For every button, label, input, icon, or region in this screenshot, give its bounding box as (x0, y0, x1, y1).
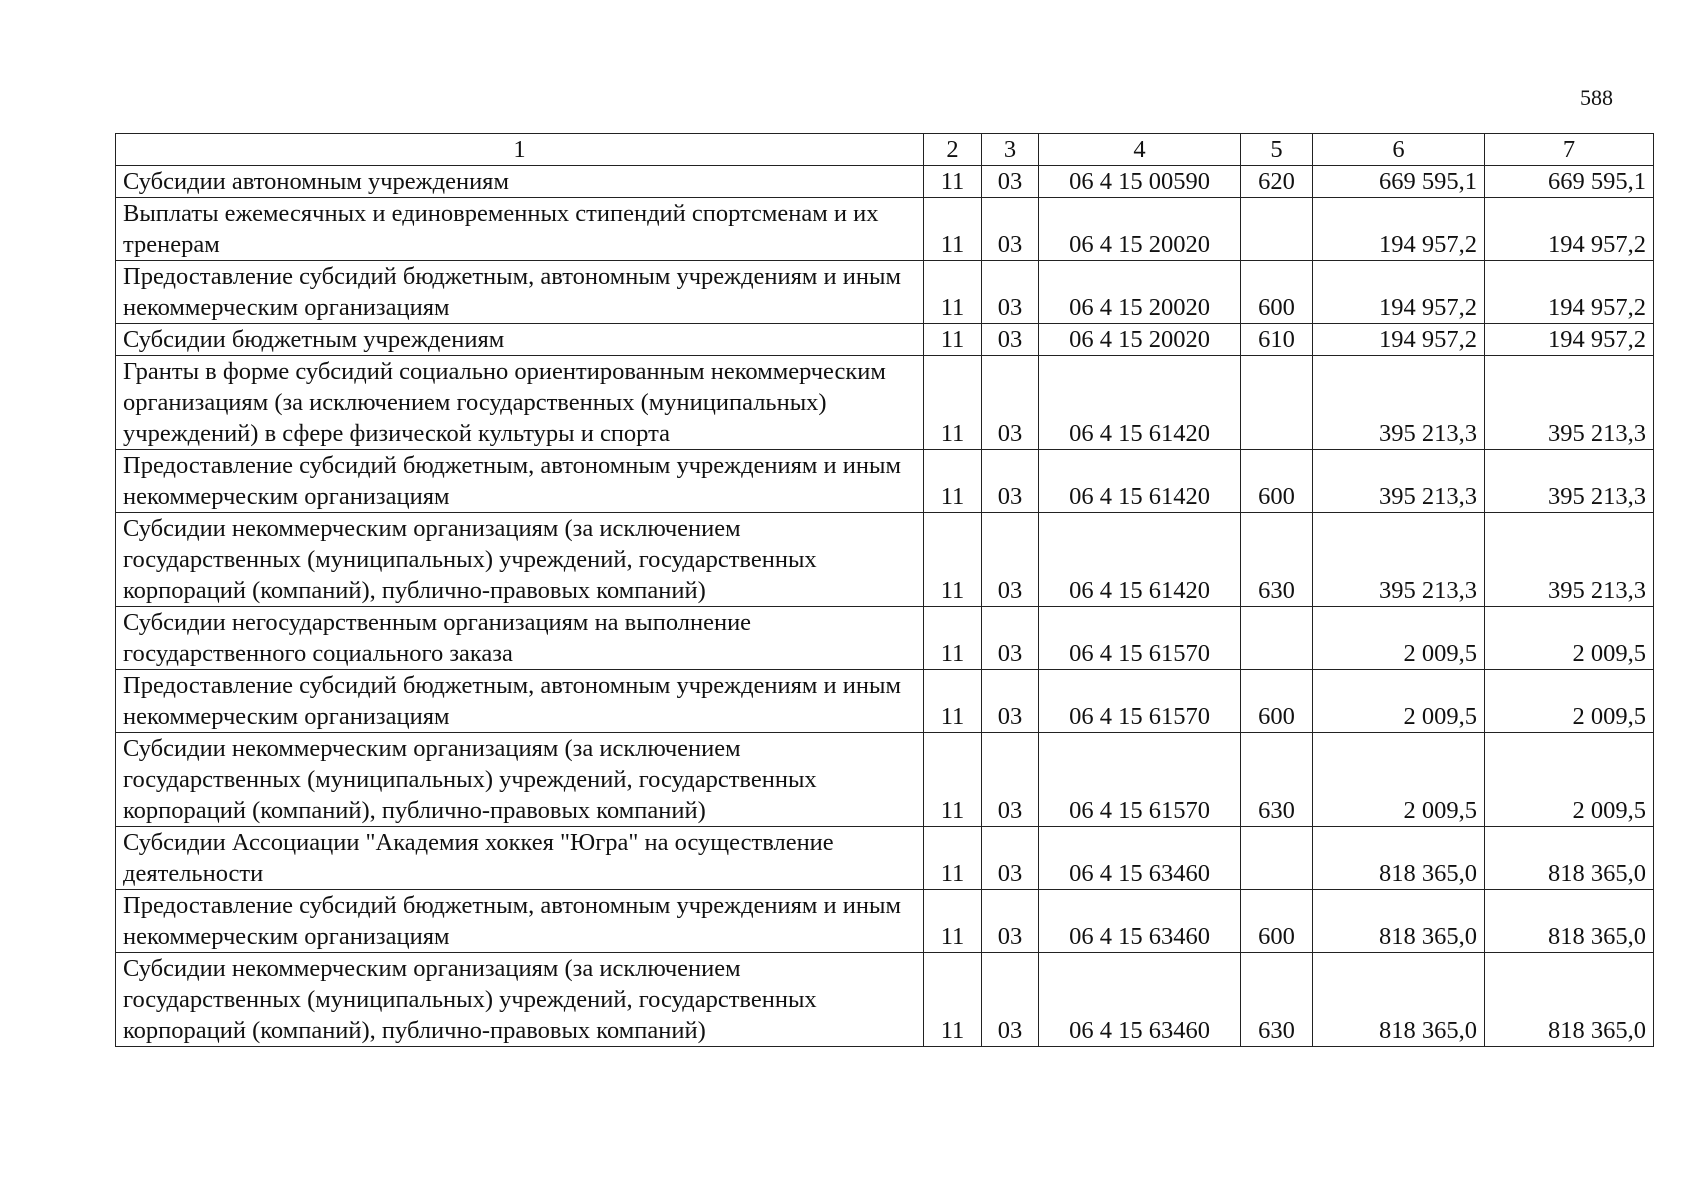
subsection-cell: 03 (982, 890, 1039, 953)
header-cell: 4 (1039, 134, 1241, 166)
expense-type-cell: 600 (1241, 670, 1313, 733)
row-name-cell: Предоставление субсидий бюджетным, автономным учреждениям и иным некоммерческим организациям (116, 670, 924, 733)
amount-cell: 194 957,2 (1313, 324, 1485, 356)
amount-cell: 818 365,0 (1313, 953, 1485, 1047)
budget-table (115, 133, 1654, 1047)
expense-type-cell: 630 (1241, 733, 1313, 827)
amount-cell: 395 213,3 (1313, 450, 1485, 513)
table-header-row (116, 134, 1654, 166)
amount-cell: 2 009,5 (1485, 733, 1654, 827)
target-article-cell: 06 4 15 61570 (1039, 733, 1241, 827)
subsection-cell: 03 (982, 607, 1039, 670)
amount-cell: 2 009,5 (1313, 670, 1485, 733)
table-row (116, 324, 1654, 356)
header-cell: 3 (982, 134, 1039, 166)
amount-cell: 194 957,2 (1485, 261, 1654, 324)
expense-type-cell: 630 (1241, 513, 1313, 607)
target-article-cell: 06 4 15 20020 (1039, 324, 1241, 356)
header-cell: 5 (1241, 134, 1313, 166)
amount-cell: 669 595,1 (1313, 166, 1485, 198)
target-article-cell: 06 4 15 63460 (1039, 890, 1241, 953)
row-name-cell: Субсидии бюджетным учреждениям (116, 324, 924, 356)
amount-cell: 669 595,1 (1485, 166, 1654, 198)
page-number: 588 (1580, 85, 1613, 110)
expense-type-cell: 600 (1241, 261, 1313, 324)
table-row (116, 827, 1654, 890)
expense-type-cell: 610 (1241, 324, 1313, 356)
header-cell: 7 (1485, 134, 1654, 166)
subsection-cell: 03 (982, 356, 1039, 450)
target-article-cell: 06 4 15 61420 (1039, 450, 1241, 513)
section-cell: 11 (924, 827, 982, 890)
table-row (116, 450, 1654, 513)
section-cell: 11 (924, 670, 982, 733)
amount-cell: 2 009,5 (1485, 607, 1654, 670)
target-article-cell: 06 4 15 20020 (1039, 261, 1241, 324)
section-cell: 11 (924, 953, 982, 1047)
target-article-cell: 06 4 15 63460 (1039, 827, 1241, 890)
amount-cell: 395 213,3 (1485, 450, 1654, 513)
target-article-cell: 06 4 15 20020 (1039, 198, 1241, 261)
subsection-cell: 03 (982, 827, 1039, 890)
amount-cell: 818 365,0 (1313, 827, 1485, 890)
row-name-cell: Выплаты ежемесячных и единовременных стипендий спортсменам и их тренерам (116, 198, 924, 261)
table-row (116, 953, 1654, 1047)
amount-cell: 395 213,3 (1313, 513, 1485, 607)
amount-cell: 395 213,3 (1485, 513, 1654, 607)
target-article-cell: 06 4 15 63460 (1039, 953, 1241, 1047)
expense-type-cell: 600 (1241, 450, 1313, 513)
section-cell: 11 (924, 166, 982, 198)
target-article-cell: 06 4 15 00590 (1039, 166, 1241, 198)
expense-type-cell (1241, 356, 1313, 450)
amount-cell: 395 213,3 (1485, 356, 1654, 450)
subsection-cell: 03 (982, 513, 1039, 607)
table-row (116, 356, 1654, 450)
table-row (116, 733, 1654, 827)
subsection-cell: 03 (982, 953, 1039, 1047)
table-row (116, 513, 1654, 607)
amount-cell: 194 957,2 (1313, 261, 1485, 324)
subsection-cell: 03 (982, 324, 1039, 356)
amount-cell: 2 009,5 (1313, 607, 1485, 670)
section-cell: 11 (924, 198, 982, 261)
subsection-cell: 03 (982, 166, 1039, 198)
section-cell: 11 (924, 607, 982, 670)
section-cell: 11 (924, 513, 982, 607)
row-name-cell: Предоставление субсидий бюджетным, автономным учреждениям и иным некоммерческим организациям (116, 450, 924, 513)
row-name-cell: Субсидии Ассоциации "Академия хоккея "Югра" на осуществление деятельности (116, 827, 924, 890)
amount-cell: 818 365,0 (1485, 827, 1654, 890)
table-row (116, 890, 1654, 953)
amount-cell: 194 957,2 (1313, 198, 1485, 261)
table-row (116, 166, 1654, 198)
header-cell: 1 (116, 134, 924, 166)
target-article-cell: 06 4 15 61420 (1039, 356, 1241, 450)
amount-cell: 818 365,0 (1313, 890, 1485, 953)
amount-cell: 818 365,0 (1485, 953, 1654, 1047)
section-cell: 11 (924, 733, 982, 827)
amount-cell: 2 009,5 (1313, 733, 1485, 827)
subsection-cell: 03 (982, 198, 1039, 261)
row-name-cell: Гранты в форме субсидий социально ориентированным некоммерческим организациям (за исключением государственных (муниципальных) учреждений) в сфере физической культуры и спорта (116, 356, 924, 450)
subsection-cell: 03 (982, 450, 1039, 513)
target-article-cell: 06 4 15 61420 (1039, 513, 1241, 607)
expense-type-cell: 620 (1241, 166, 1313, 198)
row-name-cell: Субсидии некоммерческим организациям (за исключением государственных (муниципальных) учреждений, государственных корпораций (компаний), публично-правовых компаний) (116, 953, 924, 1047)
subsection-cell: 03 (982, 261, 1039, 324)
amount-cell: 2 009,5 (1485, 670, 1654, 733)
table-row (116, 670, 1654, 733)
expense-type-cell: 600 (1241, 890, 1313, 953)
table-row (116, 198, 1654, 261)
row-name-cell: Предоставление субсидий бюджетным, автономным учреждениям и иным некоммерческим организациям (116, 261, 924, 324)
expense-type-cell (1241, 827, 1313, 890)
expense-type-cell (1241, 607, 1313, 670)
section-cell: 11 (924, 890, 982, 953)
table-row (116, 607, 1654, 670)
row-name-cell: Субсидии автономным учреждениям (116, 166, 924, 198)
target-article-cell: 06 4 15 61570 (1039, 607, 1241, 670)
target-article-cell: 06 4 15 61570 (1039, 670, 1241, 733)
amount-cell: 395 213,3 (1313, 356, 1485, 450)
amount-cell: 818 365,0 (1485, 890, 1654, 953)
subsection-cell: 03 (982, 733, 1039, 827)
header-cell: 2 (924, 134, 982, 166)
row-name-cell: Субсидии некоммерческим организациям (за исключением государственных (муниципальных) учреждений, государственных корпораций (компаний), публично-правовых компаний) (116, 733, 924, 827)
section-cell: 11 (924, 261, 982, 324)
subsection-cell: 03 (982, 670, 1039, 733)
table-row (116, 261, 1654, 324)
section-cell: 11 (924, 450, 982, 513)
section-cell: 11 (924, 356, 982, 450)
expense-type-cell: 630 (1241, 953, 1313, 1047)
section-cell: 11 (924, 324, 982, 356)
expense-type-cell (1241, 198, 1313, 261)
amount-cell: 194 957,2 (1485, 198, 1654, 261)
amount-cell: 194 957,2 (1485, 324, 1654, 356)
row-name-cell: Предоставление субсидий бюджетным, автономным учреждениям и иным некоммерческим организациям (116, 890, 924, 953)
row-name-cell: Субсидии негосударственным организациям на выполнение государственного социального заказа (116, 607, 924, 670)
header-cell: 6 (1313, 134, 1485, 166)
row-name-cell: Субсидии некоммерческим организациям (за исключением государственных (муниципальных) учреждений, государственных корпораций (компаний), публично-правовых компаний) (116, 513, 924, 607)
